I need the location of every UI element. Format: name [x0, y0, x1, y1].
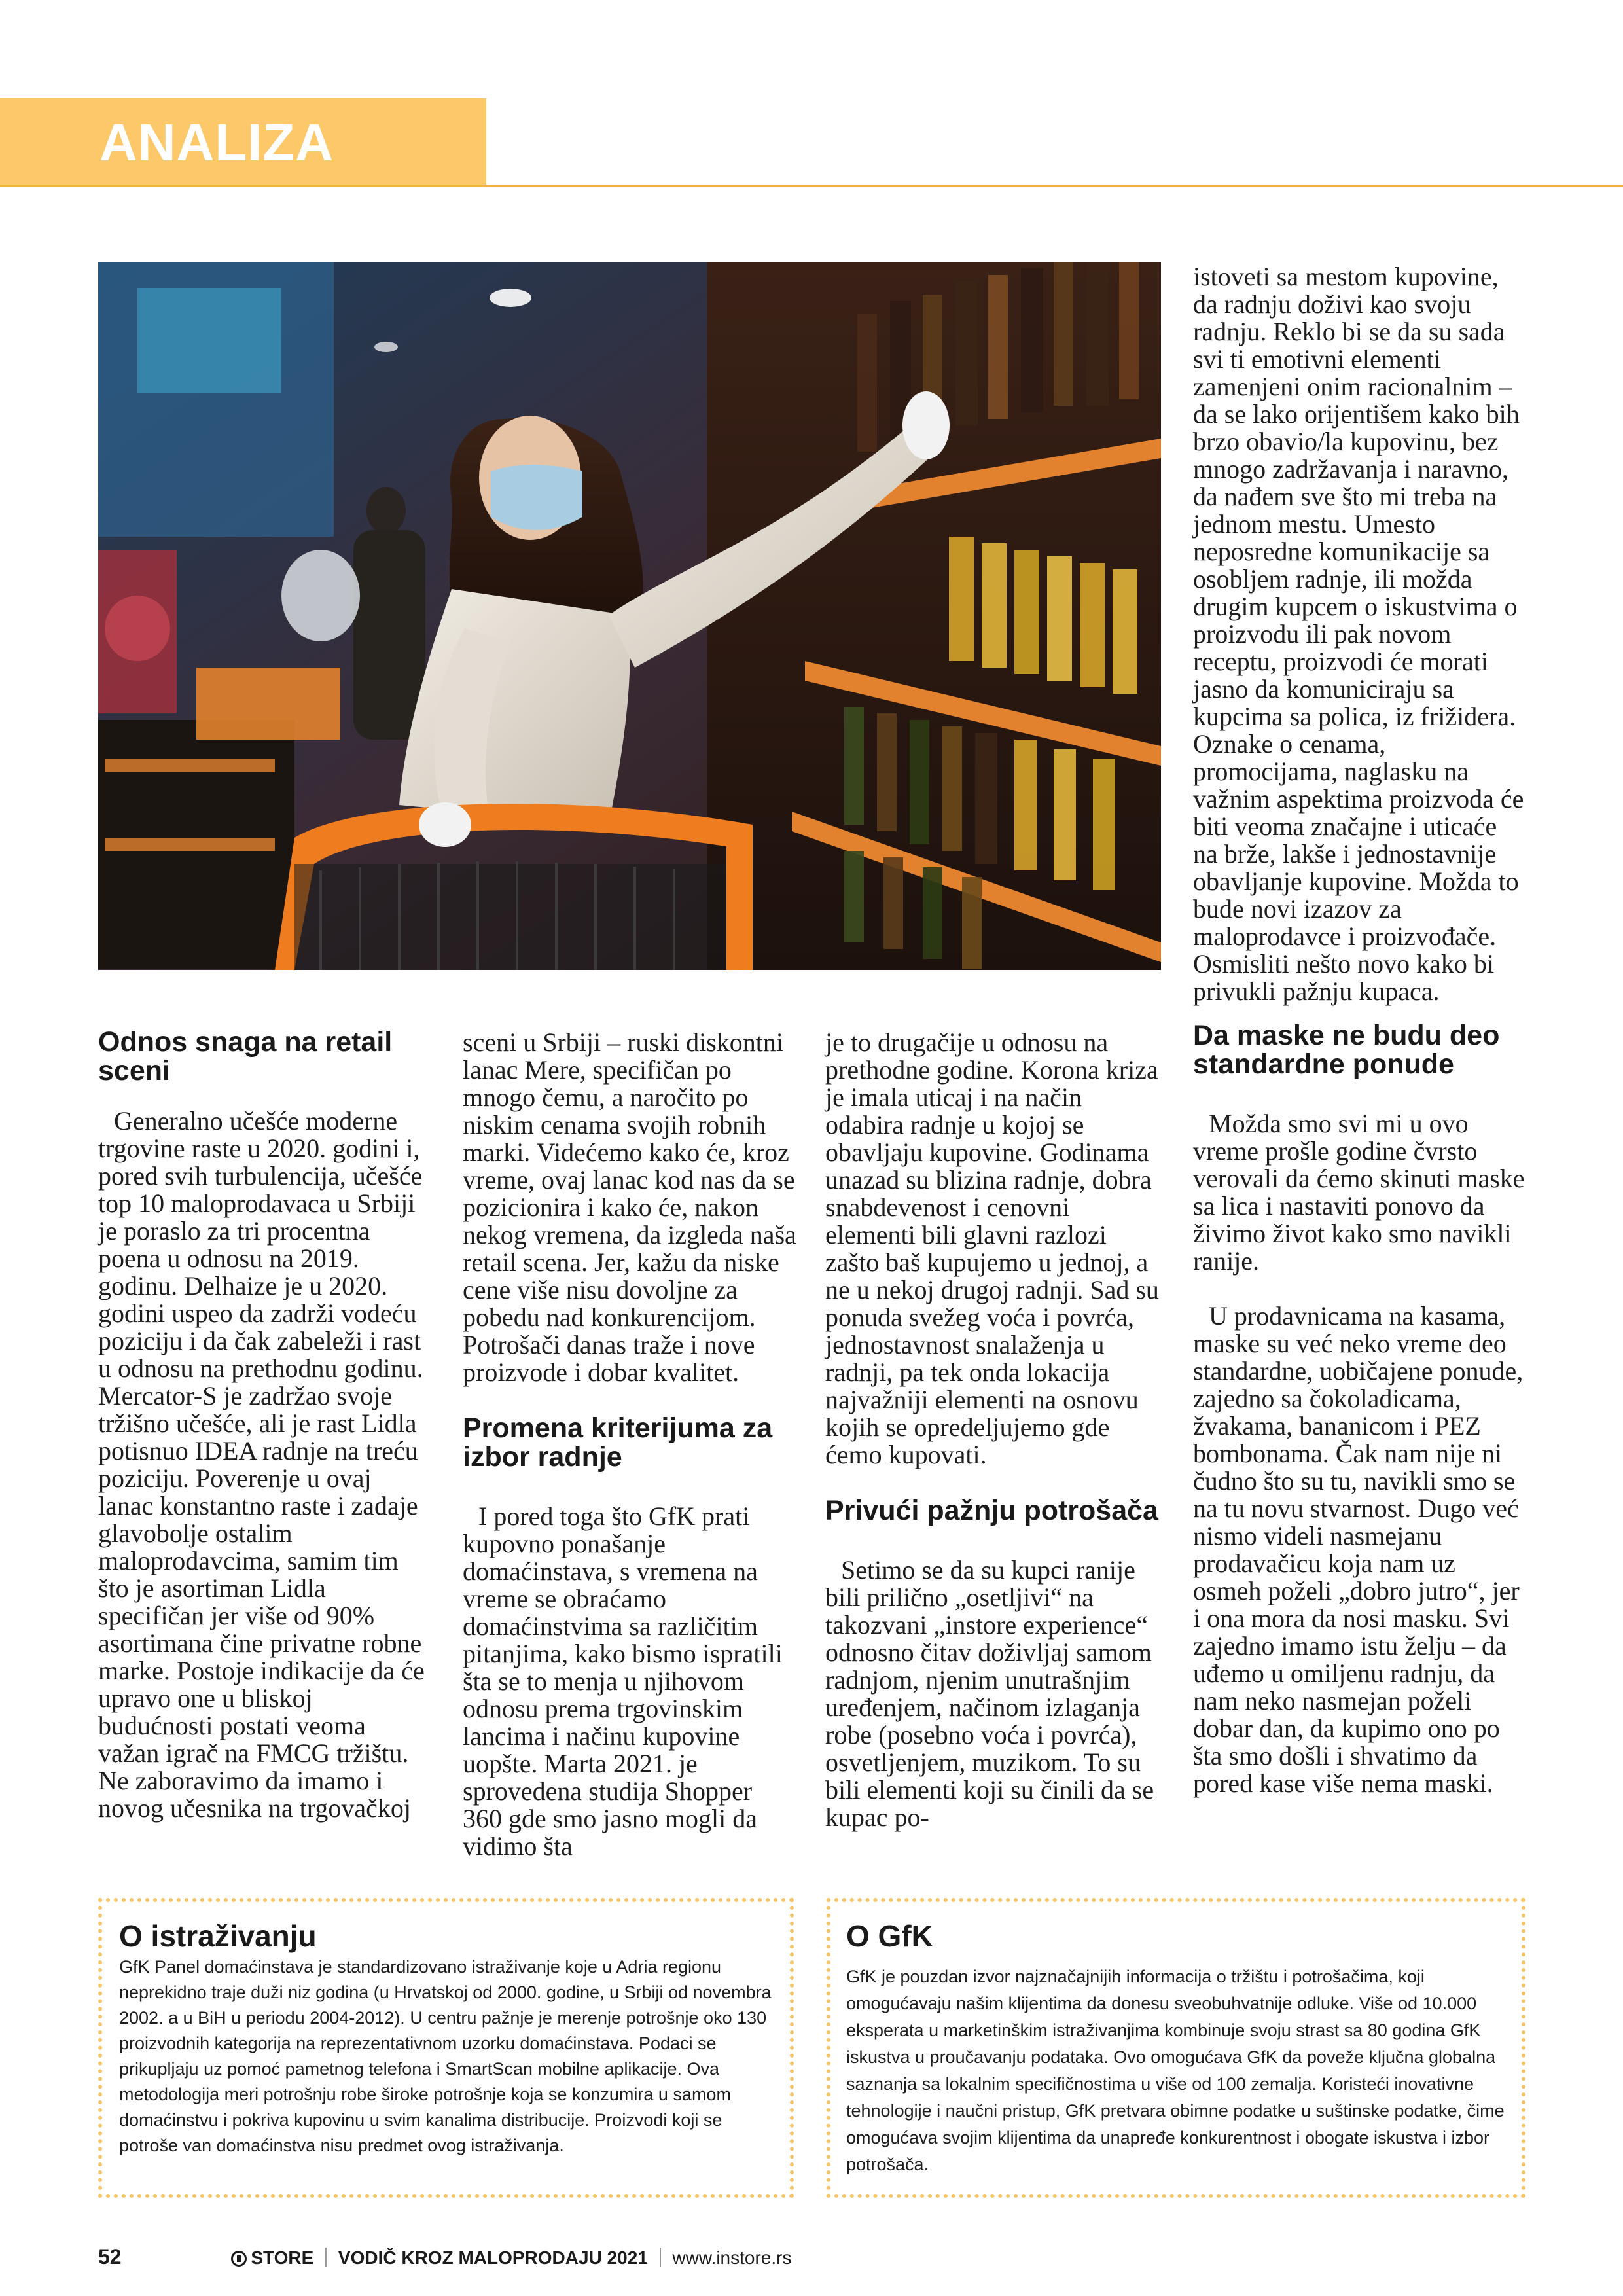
- paragraph: Generalno učešće moderne trgovine raste u 2020. godini i, pored svih turbulencija, učešće top 10 maloprodavaca u Srbiji je poraslo za tri procentna poena u odnosu na 2019. godinu. Delhaize je u 2020. godini uspeo da zadrži vodeću poziciju i da čak zabeleži i rast u odnosu na prethodnu godinu. Mercator-S je zadržao svoje tržišno učešće, ali je rast Lidla potisnuo IDEA radnje na treću poziciju. Poverenje u ovaj lanac konstantno raste i zadaje glavobolje ostalim maloprodavcima, samim tim što je asortiman Lidla specifičan jer više od 90% asortimana čine privatne robne marke. Postoje indikacije da će upravo one u bliskoj budućnosti postati veoma važan igrač na FMCG tržištu. Ne zaboravimo da imamo i novog učesnika na trgovačkoj: [98, 1106, 425, 1823]
- footer-divider: [660, 2248, 661, 2267]
- logo-text: STORE: [251, 2248, 314, 2268]
- section-title: ANALIZA: [99, 113, 334, 171]
- info-box-research: [98, 1898, 794, 2198]
- logo-icon: [231, 2251, 247, 2267]
- heading-consumer-attention: Privući pažnju potrošača: [825, 1495, 1158, 1526]
- info-box-gfk: [827, 1898, 1525, 2198]
- text-column-4: [1193, 263, 1527, 1797]
- text-column-3: [825, 1029, 1159, 1831]
- paragraph: istoveti sa mestom kupovine, da radnju doživi kao svoju radnju. Reklo bi se da su sada svi ti emotivni elementi zamenjeni onim racionalnim – da se lako orijentišem kako bih brzo obavio/la kupovinu, bez mnogo zadržavanja i naravno, da nađem sve što mi treba na jednom mestu. Umesto neposredne komunikacije sa osobljem radnje, ili možda drugim kupcem o iskustvima o proizvodu ili pak novom receptu, proizvodi će morati jasno da komuniciraju sa kupcima sa polica, iz frižidera. Oznake o cenama, promocijama, naglasku na važnim aspektima proizvoda će biti veoma značajne i uticaće na brže, lakše i jednostavnije obavljanje kupovine. Možda to bude novi izazov za maloprodavce i proizvođače. Osmisliti nešto novo kako bi privukli pažnju kupaca.: [1193, 262, 1524, 1006]
- supermarket-photo: [98, 262, 1161, 970]
- paragraph: U prodavnicama na kasama, maske su već neko vreme deo standardne, uobičajene ponude, zajedno sa čokoladicama, žvakama, bananicom i PEZ bombonama. Čak nam nije ni čudno što su tu, navikli smo se na tu novu stvarnost. Dugo već nismo videli nasmejanu prodavačicu koja nam uz osmeh poželi „dobro jutro“, jer i ona mora da nosi masku. Svi zajedno imamo istu želju – da uđemo u omiljenu radnju, da nam neko nasmejan poželi dobar dan, da kupimo ono po šta smo došli i shvatimo da pored kase više nema maski.: [1193, 1301, 1524, 1798]
- paragraph: Možda smo svi mi u ovo vreme prošle godine čvrsto verovali da ćemo skinuti maske sa lica i nastaviti ponovo da živimo život kako smo navikli ranije.: [1193, 1109, 1525, 1276]
- paragraph: I pored toga što GfK prati kupovno ponašanje domaćinstava, s vremena na vreme se obraćamo domaćinstvima sa različitim pitanjima, kako bismo ispratili šta se to menja u njihovom odnosu prema trgovinskim lancima i načinu kupovine uopšte. Marta 2021. je sprovedena studija Shopper 360 gde smo jasno mogli da vidimo šta: [463, 1501, 783, 1861]
- text-column-1: [98, 1028, 432, 1822]
- box-text: GfK je pouzdan izvor najznačajnijih informacija o tržištu i potrošačima, koji omogućavaju našim klijentima da donesu sveobuhvatnije odluke. Više od 10.000 eksperata u marketinškim istraživanjima kombinuje svoju strast sa 80 godina GfK iskustva u proučavanju podataka. Ovo omogućava GfK da poveže ključna globalna saznanja sa lokalnim specifičnostima u više od 100 zemalja. Koristeći inovativne tehnologije i naučni pristup, GfK pretvara obimne podatke u suštinske podatke, čime omogućava svojim klijentima da unapređe konkurentnost i obogate iskustva i izbor potrošača.: [846, 1967, 1505, 2174]
- guide-title: VODIČ KROZ MALOPRODAJU 2021: [338, 2248, 648, 2268]
- heading-masks: Da maske ne budu deo standardne ponude: [1193, 1020, 1500, 1080]
- box-title: O GfK: [846, 1919, 933, 1953]
- box-title: O istraživanju: [119, 1919, 317, 1953]
- footer-divider: [325, 2248, 327, 2267]
- text-column-2: [463, 1029, 796, 1860]
- page-number: 52: [98, 2245, 122, 2269]
- paragraph: je to drugačije u odnosu na prethodne godine. Korona kriza je imala uticaj i na način odabira radnje u kojoj se obavljaju kupovine. Godinama unazad su blizina radnje, dobra snabdevenost i cenovni elementi bili glavni razlozi zašto baš kupujemo u jednoj, a ne u nekoj drugoj radnji. Sad su ponuda svežeg voća i povrća, jednostavnost snalaženja u radnji, pa tek onda lokacija najvažniji elementi na osnovu kojih se opredeljujemo gde ćemo kupovati.: [825, 1028, 1159, 1469]
- box-text: GfK Panel domaćinstava je standardizovano istraživanje koje u Adria regionu neprekidno traje duži niz godina (u Hrvatskoj od 2000. godine, u Srbiji od novembra 2002. a u BiH u periodu 2004-2012). U centru pažnje je merenje potrošnje oko 130 proizvodnih kategorija na reprezentativnom uzorku domaćinstava. Podaci se prikupljaju uz pomoć pametnog telefona i SmartScan mobilne aplikacije. Ova metodologija meri potrošnju robe široke potrošnje koja se konzumira u samom domaćinstvu i pokriva kupovinu u svim kanalima distribucije. Proizvodi koji se potroše van domaćinstva nisu predmet ovog istraživanja.: [119, 1957, 772, 2155]
- paragraph: Setimo se da su kupci ranije bili prilično „osetljivi“ na takozvani „instore experience“ odnosno čitav doživljaj samom radnjom, njenim unutrašnjim uređenjem, načinom izlaganja robe (posebno voća i povrća), osvetljenjem, muzikom. To su bili elementi koji su činili da se kupac po-: [825, 1555, 1154, 1832]
- site-url[interactable]: www.instore.rs: [672, 2248, 792, 2268]
- section-rule: [0, 185, 1623, 187]
- page-footer: [98, 2244, 791, 2270]
- heading-store-criteria: Promena kriterijuma za izbor radnje: [463, 1412, 773, 1473]
- store-logo: [231, 2245, 313, 2271]
- paragraph: sceni u Srbiji – ruski diskontni lanac Mere, specifičan po mnogo čemu, a naročito po niskim cenama svojih robnih marki. Videćemo kako će, kroz vreme, ovaj lanac kod nas da se pozicionira i kako će, nakon nekog vremena, da izgleda naša retail scena. Jer, kažu da niske cene više nisu dovoljne za pobedu nad konkurencijom. Potrošači danas traže i nove proizvode i dobar kvalitet.: [463, 1028, 796, 1387]
- section-tab: [0, 98, 486, 185]
- heading-retail-scene: Odnos snaga na retail sceni: [98, 1026, 393, 1086]
